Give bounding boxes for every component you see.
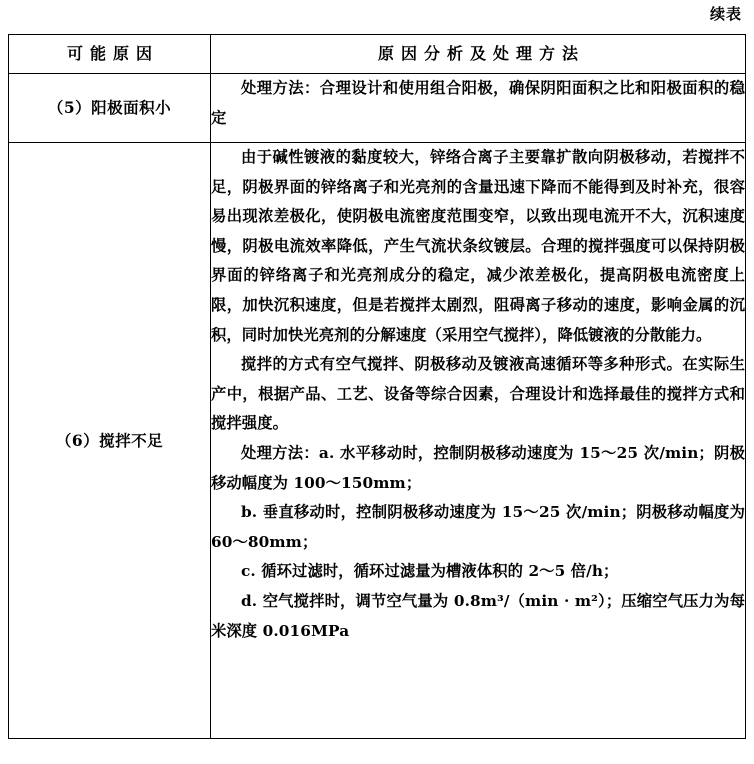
- cause-label-5: （5）阳极面积小: [47, 98, 172, 117]
- continued-table-label: 续表: [709, 5, 742, 23]
- table-row: [9, 143, 746, 739]
- header-label-analysis: 原因分析及处理方法: [377, 44, 585, 63]
- analysis-paragraph: [211, 439, 745, 498]
- treatment-method-text: ：a. 水平移动时，控制阴极移动速度为 15～25 次/min；阴极移动幅度为 100～150mm；: [211, 443, 745, 492]
- table-header-row: [9, 35, 746, 74]
- analysis-paragraph: 由于碱性镀液的黏度较大，锌络合离子主要靠扩散向阴极移动，若搅拌不足，阴极界面的锌络离子和光亮剂的含量迅速下降而不能得到及时补充，很容易出现浓差极化，使阴极电流密度范围变窄，以致出现电流开不大，沉积速度慢，阴极电流效率降低，产生气流状条纹镀层。合理的搅拌强度可以保持阴极界面的锌络离子和光亮剂成分的稳定，减少浓差极化，提高阴极电流密度上限，加快沉积速度，但是若搅拌太剧烈，阻碍离子移动的速度，影响金属的沉积，同时加快光亮剂的分解速度（采用空气搅拌），降低镀液的分散能力。: [211, 148, 745, 344]
- header-cell-analysis: [211, 35, 746, 74]
- cause-cell-6: [9, 143, 211, 739]
- fault-analysis-table: [8, 34, 746, 739]
- treatment-method-label: 处理方法: [241, 443, 304, 462]
- header-label-cause: 可能原因: [66, 44, 159, 63]
- analysis-paragraph: d. 空气搅拌时，调节空气量为 0.8m³/（min · m²）；压缩空气压力为每米深度 0.016MPa: [211, 591, 745, 640]
- analysis-cell-5: [211, 74, 746, 143]
- cause-label-6: （6）搅拌不足: [55, 430, 164, 450]
- table-row: [9, 74, 746, 143]
- analysis-paragraph: b. 垂直移动时，控制阴极移动速度为 15～25 次/min；阴极移动幅度为 60～80mm；: [211, 503, 745, 551]
- analysis-paragraph: [211, 74, 745, 133]
- header-cell-cause: [9, 35, 211, 74]
- cause-cell-5: [9, 74, 211, 143]
- treatment-method-label: 处理方法: [241, 79, 305, 97]
- treatment-method-text: ：合理设计和使用组合阳极，确保阴阳面积之比和阳极面积的稳定: [211, 79, 745, 127]
- analysis-paragraph: 搅拌的方式有空气搅拌、阴极移动及镀液高速循环等多种形式。在实际生产中，根据产品、工艺、设备等综合因素，合理设计和选择最佳的搅拌方式和搅拌强度。: [211, 355, 745, 433]
- analysis-cell-6: [211, 143, 746, 739]
- analysis-paragraph: c. 循环过滤时，循环过滤量为槽液体积的 2～5 倍/h；: [241, 562, 619, 581]
